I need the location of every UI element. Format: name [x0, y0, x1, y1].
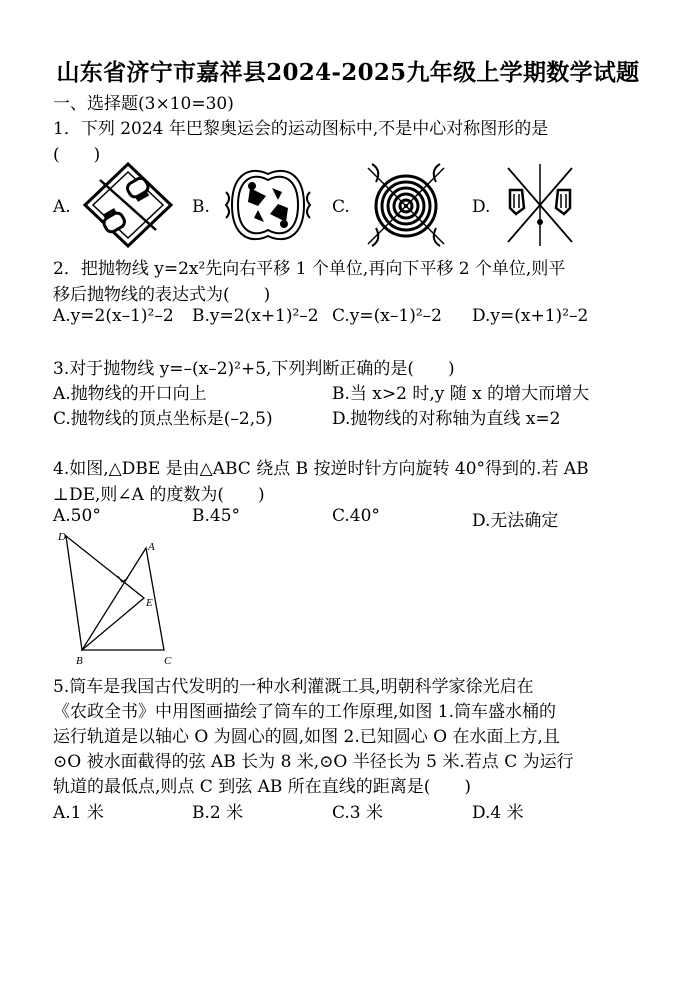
q2-stem-line1: 2．把抛物线 y=2x²先向右平移 1 个单位,再向下平移 2 个单位,则平	[53, 259, 566, 279]
q5-stem-line4: ⊙O 被水面截得的弦 AB 长为 8 米,⊙O 半径长为 5 米.若点 C 为运行	[53, 752, 574, 772]
q4-stem-line1: 4.如图,△DBE 是由△ABC 绕点 B 按逆时针方向旋转 40°得到的.若 AB	[53, 459, 589, 479]
q2-option-d: D.y=(x+1)²–2	[472, 306, 589, 326]
q2-option-a: A.y=2(x–1)²–2	[53, 306, 174, 326]
q1-option-a-label: A.	[53, 197, 71, 217]
q4-triangle-figure	[52, 528, 182, 672]
q5-stem-line2: 《农政全书》中用图画描绘了筒车的工作原理,如图 1.筒车盛水桶的	[53, 702, 557, 722]
q3-option-b: B.当 x>2 时,y 随 x 的增大而增大	[332, 384, 590, 404]
label-c: C	[164, 655, 172, 667]
q5-option-a: A.1 米	[53, 803, 104, 823]
q1-option-b-label: B.	[192, 197, 210, 217]
q1-option-d-label: D.	[472, 197, 491, 217]
q5-stem-line3: 运行轨道是以轴心 O 为圆心的圆,如图 2.已知圆心 O 在水面上方,且	[53, 727, 560, 747]
page-title: 山东省济宁市嘉祥县2024-2025九年级上学期数学试题	[56, 59, 640, 86]
fencing-icon	[500, 162, 580, 252]
q3-stem: 3.对于抛物线 y=–(x–2)²+5,下列判断正确的是( )	[53, 359, 455, 379]
q3-option-a: A.抛物线的开口向上	[53, 384, 207, 404]
q2-option-c: C.y=(x–1)²–2	[332, 306, 442, 326]
q5-option-c: C.3 米	[332, 803, 384, 823]
label-d: D	[58, 531, 66, 543]
section-heading: 一、选择题(3×10=30)	[53, 94, 234, 114]
q4-option-d: D.无法确定	[472, 511, 559, 531]
q4-stem-line2: ⊥DE,则∠A 的度数为( )	[53, 485, 265, 505]
q4-option-a: A.50°	[53, 506, 101, 526]
q2-option-b: B.y=2(x+1)²–2	[192, 306, 319, 326]
boxing-icon	[82, 162, 174, 252]
q4-option-b: B.45°	[192, 506, 241, 526]
q5-stem-line1: 5.筒车是我国古代发明的一种水利灌溉工具,明朝科学家徐光启在	[53, 677, 534, 697]
triangle-dbe	[66, 536, 144, 650]
q1-option-c-label: C.	[332, 197, 350, 217]
q2-stem-line2: 移后抛物线的表达式为( )	[53, 285, 271, 305]
q5-option-d: D.4 米	[472, 803, 524, 823]
q3-option-c: C.抛物线的顶点坐标是(–2,5)	[53, 409, 273, 429]
label-b: B	[76, 655, 83, 667]
wrestling-icon	[222, 162, 314, 252]
q4-option-c: C.40°	[332, 506, 380, 526]
right-angle-mark	[118, 576, 128, 582]
archery-target-icon	[360, 160, 452, 254]
label-a: A	[148, 541, 155, 553]
q3-option-d: D.抛物线的对称轴为直线 x=2	[332, 409, 561, 429]
label-e: E	[146, 597, 153, 609]
q5-option-b: B.2 米	[192, 803, 244, 823]
q1-stem-line2: ( )	[53, 145, 101, 165]
q1-stem-line1: 1．下列 2024 年巴黎奥运会的运动图标中,不是中心对称图形的是	[53, 119, 549, 139]
q5-stem-line5: 轨道的最低点,则点 C 到弦 AB 所在直线的距离是( )	[53, 777, 472, 797]
